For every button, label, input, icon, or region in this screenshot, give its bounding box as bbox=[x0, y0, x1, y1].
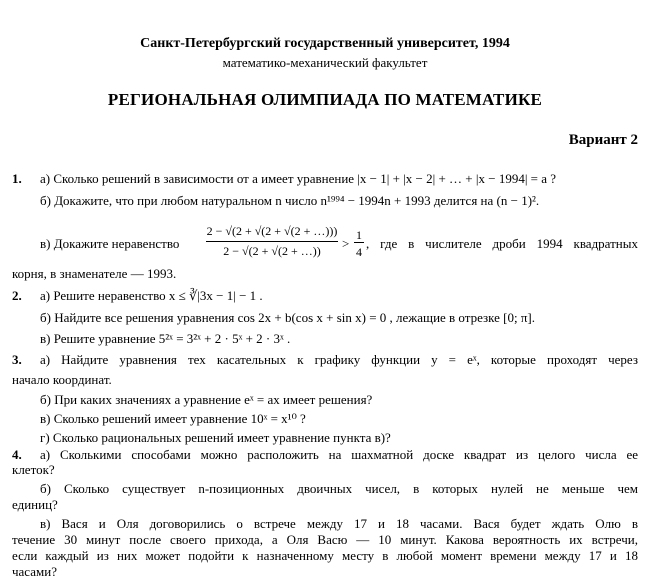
problem-4-number: 4. bbox=[12, 447, 22, 462]
problem-1c-quarter-bar bbox=[354, 242, 364, 243]
problem-3a-continuation: начало координат. bbox=[12, 372, 112, 387]
problem-3c: в) Сколько решений имеет уравнение 10ˣ = x¹⁰ ? bbox=[40, 411, 306, 426]
problem-1c-gt: > bbox=[342, 236, 350, 251]
problem-1c-quarter-den: 4 bbox=[356, 245, 362, 259]
problem-4a-continuation: клеток? bbox=[12, 462, 55, 477]
problem-3d: г) Сколько рациональных решений имеет уравнение пункта в)? bbox=[40, 430, 391, 445]
problem-2b: б) Найдите все решения уравнения cos 2x + b(cos x + sin x) = 0 , лежащие в отрезке [0; π]. bbox=[40, 310, 536, 325]
problem-4b-continuation: единиц? bbox=[12, 497, 58, 512]
problem-1c-denominator: 2 − √(2 + √(2 + …)) bbox=[223, 244, 321, 258]
problem-1c-fraction-bar bbox=[206, 241, 338, 242]
problem-4c-line-4: часами? bbox=[12, 564, 57, 579]
problem-1c-quarter-num: 1 bbox=[356, 228, 362, 242]
problem-1b: б) Докажите, что при любом натуральном n число n¹⁹⁹⁴ − 1994n + 1993 делится на (n − 1)². bbox=[40, 193, 540, 208]
faculty-subheading: математико-механический факультет bbox=[222, 55, 428, 70]
problem-2-number: 2. bbox=[12, 288, 22, 303]
problem-1c-suffix: , где в числителе дроби 1994 квадратных bbox=[366, 236, 638, 251]
problem-1-number: 1. bbox=[12, 171, 22, 186]
problem-4c-line-1: в) Вася и Оля договорились о встрече между 17 и 18 часами. Вася будет ждать Олю в bbox=[40, 516, 638, 531]
problem-3-number: 3. bbox=[12, 352, 22, 367]
problem-2a: а) Решите неравенство x ≤ ∛|3x − 1| − 1 . bbox=[40, 288, 263, 303]
problem-2c: в) Решите уравнение 5²ˣ = 3²ˣ + 2 · 5ˣ + 2 · 3ˣ . bbox=[40, 331, 291, 346]
page-title: РЕГИОНАЛЬНАЯ ОЛИМПИАДА ПО МАТЕМАТИКЕ bbox=[107, 90, 543, 109]
university-heading: Санкт-Петербургский государственный университет, 1994 bbox=[140, 36, 510, 51]
problem-4c-line-2: течение 30 минут после своего прихода, а Оля Васю — 10 минут. Какова вероятность их встречи, bbox=[12, 532, 638, 547]
problem-4a: а) Сколькими способами можно расположить на шахматной доске квадрат из целого числа ее bbox=[40, 447, 638, 462]
variant-label: Вариант 2 bbox=[568, 132, 638, 148]
problem-4b: б) Сколько существует n-позиционных двоичных чисел, в которых нулей не меньше чем bbox=[40, 481, 638, 496]
problem-1c-continuation: корня, в знаменателе — 1993. bbox=[12, 266, 177, 281]
problem-4c-line-3: если каждый из них может подойти к назначенному месту в любой момент времени между 17 и 18 bbox=[12, 548, 638, 563]
problem-3b: б) При каких значениях a уравнение eˣ = ax имеет решения? bbox=[40, 392, 373, 407]
problem-1c-numerator: 2 − √(2 + √(2 + √(2 + …))) bbox=[206, 224, 338, 238]
problem-1c-prefix: в) Докажите неравенство bbox=[40, 236, 180, 251]
problem-3a: а) Найдите уравнения тех касательных к графику функции y = eˣ, которые проходят через bbox=[40, 352, 638, 367]
problem-1a: а) Сколько решений в зависимости от a имеет уравнение |x − 1| + |x − 2| + … + |x − 1994| = a ? bbox=[40, 171, 557, 186]
